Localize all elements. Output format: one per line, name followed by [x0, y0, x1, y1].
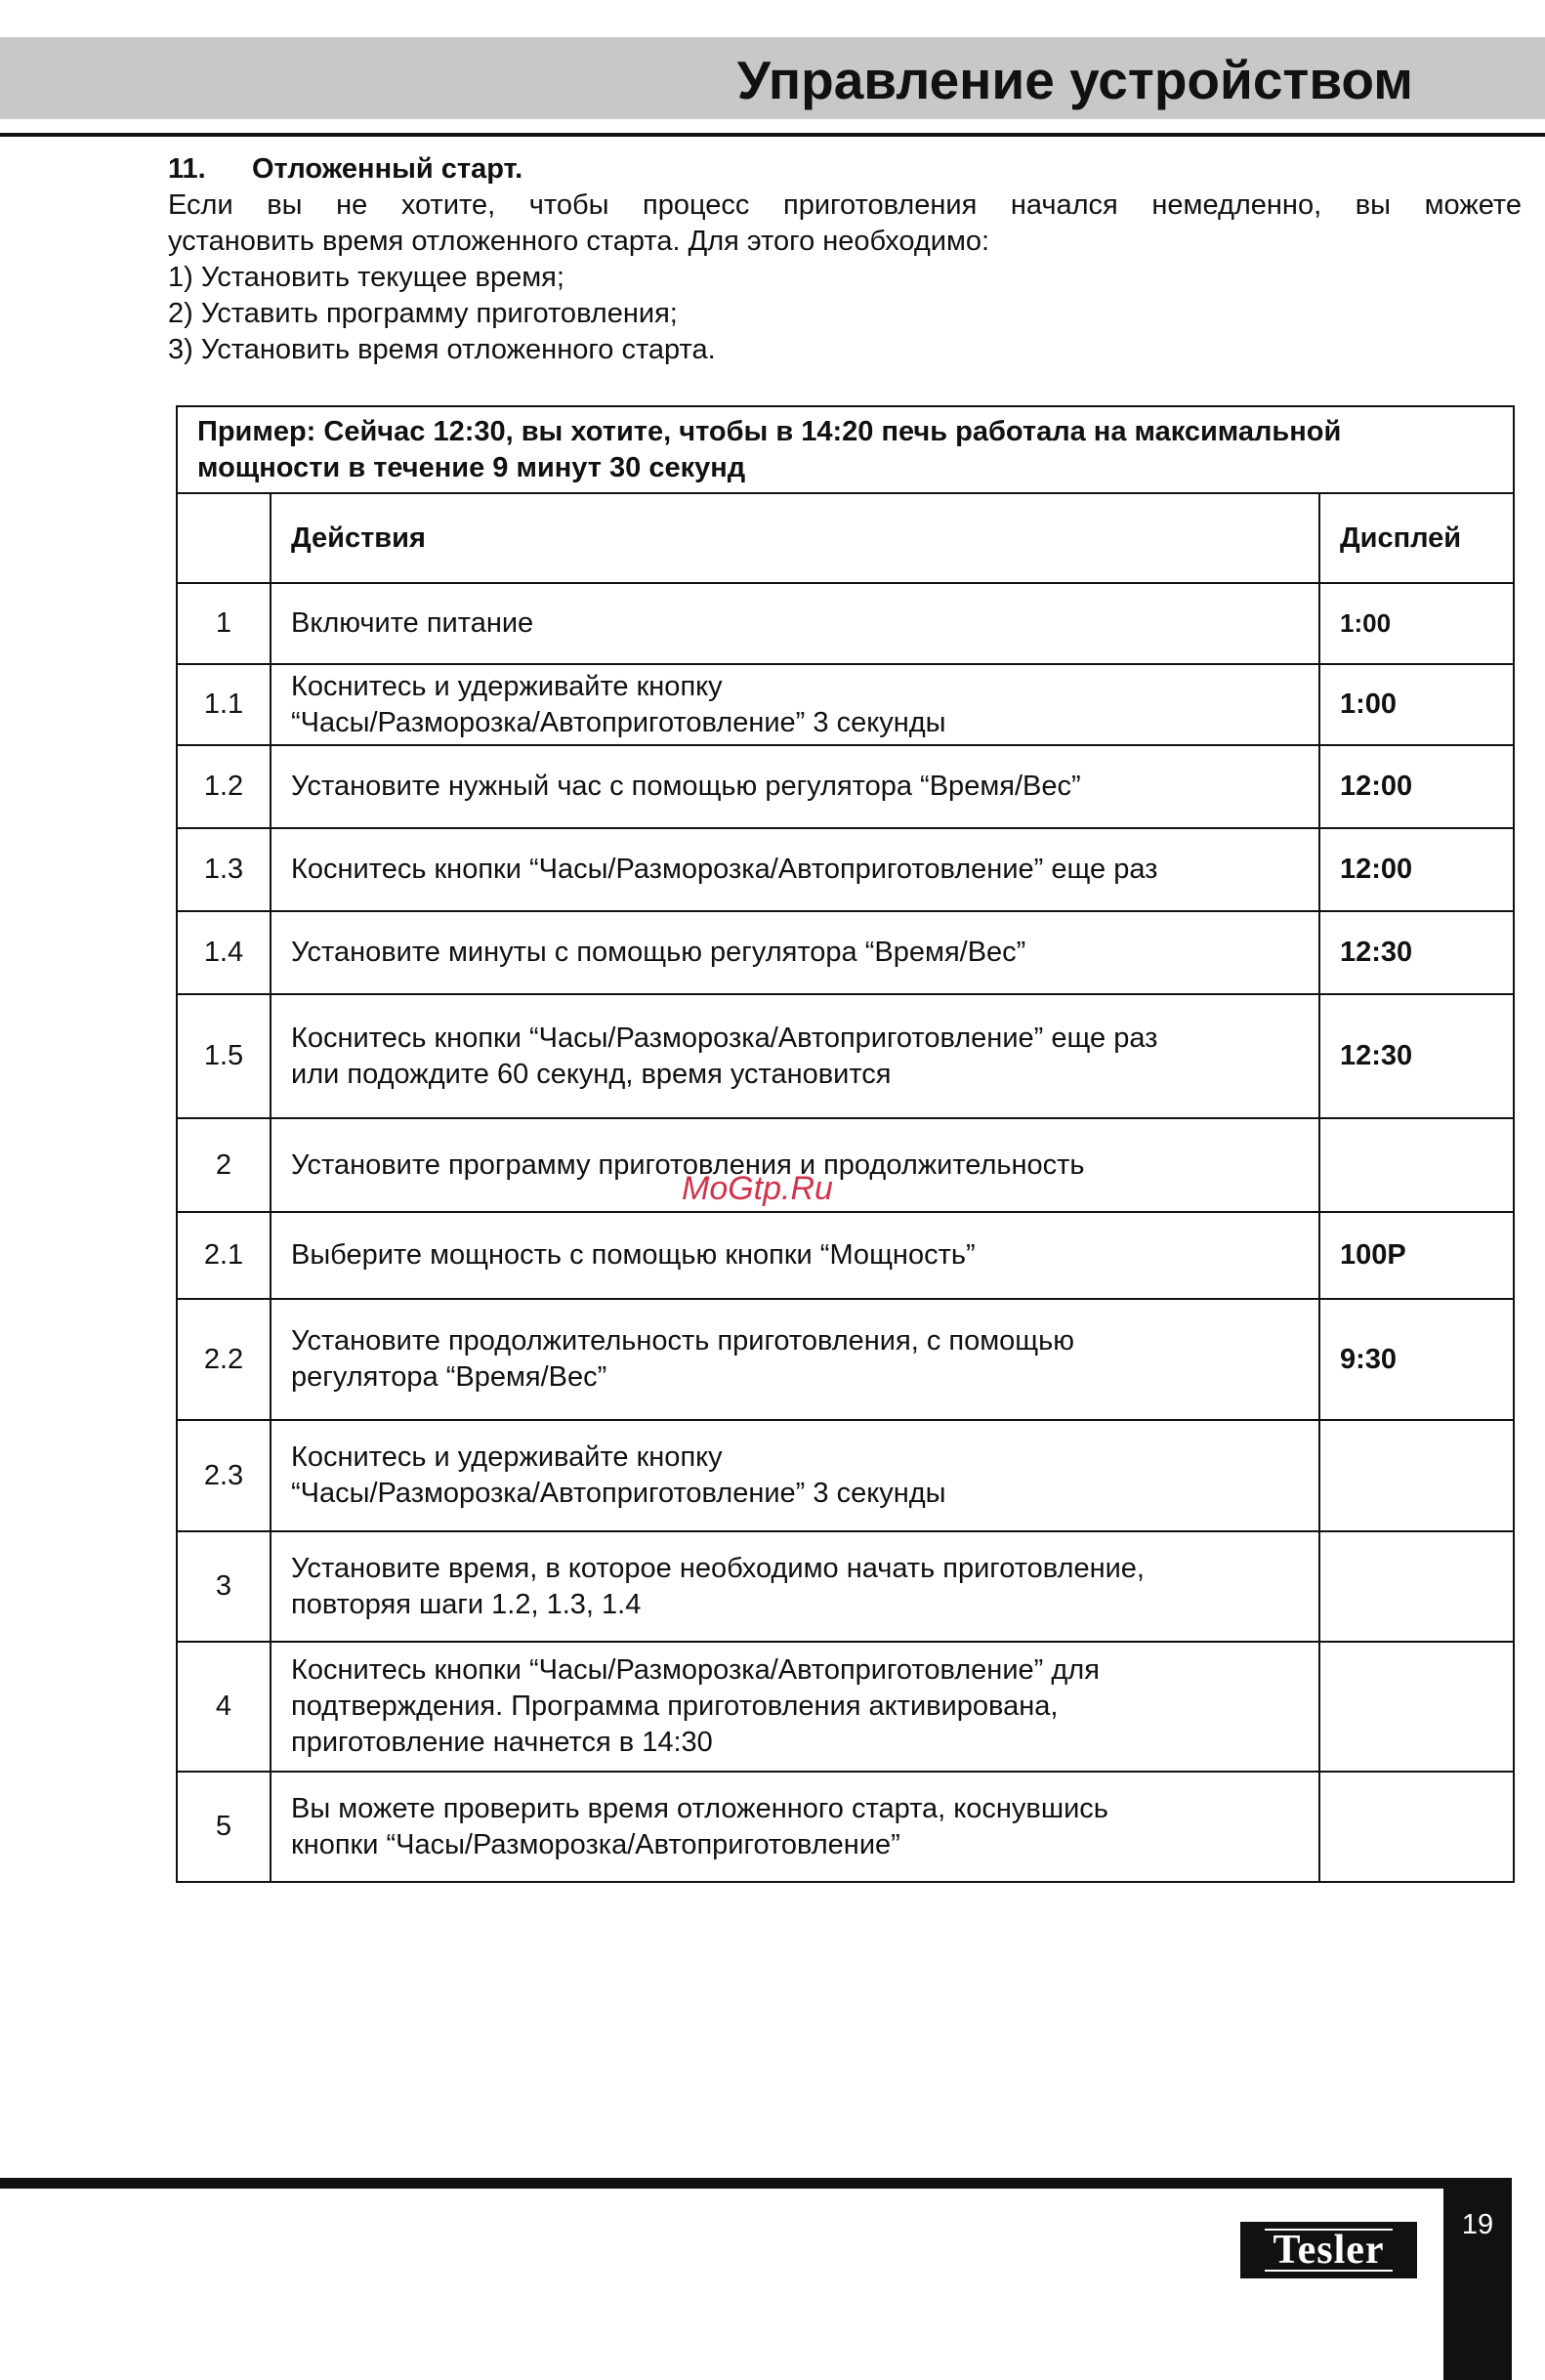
intro-line-2: установить время отложенного старта. Для этого необходимо: — [168, 226, 990, 257]
header-divider — [0, 133, 1545, 137]
row-num: 2 — [177, 1118, 271, 1212]
row-display — [1319, 1420, 1514, 1531]
table-row — [177, 1772, 1514, 1882]
row-action — [271, 745, 1319, 828]
section-delayed-start — [168, 151, 1522, 368]
table-row — [177, 1642, 1514, 1772]
row-action — [271, 911, 1319, 994]
row-display: 100P — [1319, 1212, 1514, 1299]
row-num: 1.2 — [177, 745, 271, 828]
tesler-logo — [1240, 2222, 1417, 2278]
intro-step-3: 3) Установить время отложенного старта. — [168, 334, 716, 365]
row-action-line: Коснитесь кнопки “Часы/Разморозка/Автоприготовление” еще раз — [291, 1022, 1158, 1054]
row-num: 2.2 — [177, 1299, 271, 1420]
row-action-line: “Часы/Разморозка/Автоприготовление” 3 секунды — [291, 706, 946, 738]
table-row — [177, 1420, 1514, 1531]
row-display: 12:30 — [1319, 994, 1514, 1118]
row-action-line: “Часы/Разморозка/Автоприготовление” 3 секунды — [291, 1478, 946, 1509]
watermark: MoGtp.Ru — [682, 1170, 833, 1207]
steps-table — [176, 405, 1515, 1883]
row-num: 5 — [177, 1772, 271, 1882]
row-num: 1.4 — [177, 911, 271, 994]
row-num: 1.3 — [177, 828, 271, 911]
row-action-line: Установите нужный час с помощью регулятора “Время/Вес” — [291, 771, 1081, 802]
row-display: 12:30 — [1319, 911, 1514, 994]
section-title: Отложенный старт. — [252, 153, 523, 185]
table-row — [177, 583, 1514, 664]
row-action — [271, 1299, 1319, 1420]
row-action-line: регулятора “Время/Вес” — [291, 1361, 607, 1393]
row-action — [271, 1531, 1319, 1642]
row-action-line: подтверждения. Программа приготовления активирована, — [291, 1691, 1059, 1722]
header-actions: Действия — [271, 493, 1319, 583]
table-row — [177, 911, 1514, 994]
row-num: 2.1 — [177, 1212, 271, 1299]
row-action-line: Выберите мощность с помощью кнопки “Мощность” — [291, 1239, 976, 1271]
row-action — [271, 583, 1319, 664]
row-display — [1319, 1118, 1514, 1212]
table-row — [177, 1212, 1514, 1299]
row-display: 1:00 — [1319, 664, 1514, 745]
row-num: 3 — [177, 1531, 271, 1642]
row-action-line: Установите продолжительность приготовления, с помощью — [291, 1325, 1075, 1357]
row-action-line: Коснитесь и удерживайте кнопку — [291, 670, 723, 702]
intro-step-2: 2) Уставить программу приготовления; — [168, 298, 678, 329]
table-row — [177, 1531, 1514, 1642]
row-action-line: кнопки “Часы/Разморозка/Автоприготовление” — [291, 1828, 900, 1860]
row-display: 1:00 — [1319, 583, 1514, 664]
example-cell — [177, 406, 1514, 493]
page-number: 19 — [1461, 2209, 1494, 2240]
table-row — [177, 994, 1514, 1118]
row-action — [271, 1212, 1319, 1299]
example-line-1: Пример: Сейчас 12:30, вы хотите, чтобы в 14:20 печь работала на максимальной — [197, 415, 1342, 447]
intro-step-1: 1) Установить текущее время; — [168, 262, 564, 293]
row-action — [271, 664, 1319, 745]
row-num: 1.1 — [177, 664, 271, 745]
section-number: 11. — [168, 153, 206, 185]
section-heading — [168, 151, 1522, 188]
row-action-line: повторяя шаги 1.2, 1.3, 1.4 — [291, 1588, 642, 1620]
row-action — [271, 1420, 1319, 1531]
header-display: Дисплей — [1319, 493, 1514, 583]
row-action — [271, 994, 1319, 1118]
table-row — [177, 828, 1514, 911]
row-action-line: Установите время, в которое необходимо начать приготовление, — [291, 1552, 1145, 1584]
table-row — [177, 1299, 1514, 1420]
table-row — [177, 1118, 1514, 1212]
row-action — [271, 1772, 1319, 1882]
example-line-2: мощности в течение 9 минут 30 секунд — [197, 451, 746, 483]
row-num: 4 — [177, 1642, 271, 1772]
row-action-line: Вы можете проверить время отложенного старта, коснувшись — [291, 1792, 1108, 1824]
row-action-line: или подождите 60 секунд, время установится — [291, 1058, 892, 1090]
row-action-line: Установите минуты с помощью регулятора “Время/Вес” — [291, 937, 1026, 968]
row-num: 2.3 — [177, 1420, 271, 1531]
row-action — [271, 1642, 1319, 1772]
row-action-line: Установите программу приготовления и продолжительность — [291, 1148, 1085, 1181]
row-display: 12:00 — [1319, 745, 1514, 828]
row-display: 9:30 — [1319, 1299, 1514, 1420]
example-row — [177, 406, 1514, 493]
row-action-line: Коснитесь кнопки “Часы/Разморозка/Автоприготовление” для — [291, 1654, 1100, 1686]
footer-divider — [0, 2178, 1512, 2189]
intro-line-1: Если вы не хотите, чтобы процесс приготовления начался немедленно, вы можете — [168, 189, 1522, 221]
row-display: 12:00 — [1319, 828, 1514, 911]
row-action — [271, 828, 1319, 911]
row-action-line: Включите питание — [291, 607, 534, 639]
logo-text: Tesler — [1265, 2229, 1392, 2272]
header-num-cell — [177, 493, 271, 583]
row-action-line: приготовление начнется в 14:30 — [291, 1727, 713, 1758]
table-row — [177, 745, 1514, 828]
row-display — [1319, 1531, 1514, 1642]
row-action-line: Коснитесь кнопки “Часы/Разморозка/Автоприготовление” еще раз — [291, 854, 1158, 885]
row-display — [1319, 1642, 1514, 1772]
table-row — [177, 664, 1514, 745]
row-num: 1.5 — [177, 994, 271, 1118]
row-display — [1319, 1772, 1514, 1882]
row-num: 1 — [177, 583, 271, 664]
row-action-line: Коснитесь и удерживайте кнопку — [291, 1441, 723, 1473]
table-header-row — [177, 493, 1514, 583]
page-title: Управление устройством — [736, 50, 1413, 110]
